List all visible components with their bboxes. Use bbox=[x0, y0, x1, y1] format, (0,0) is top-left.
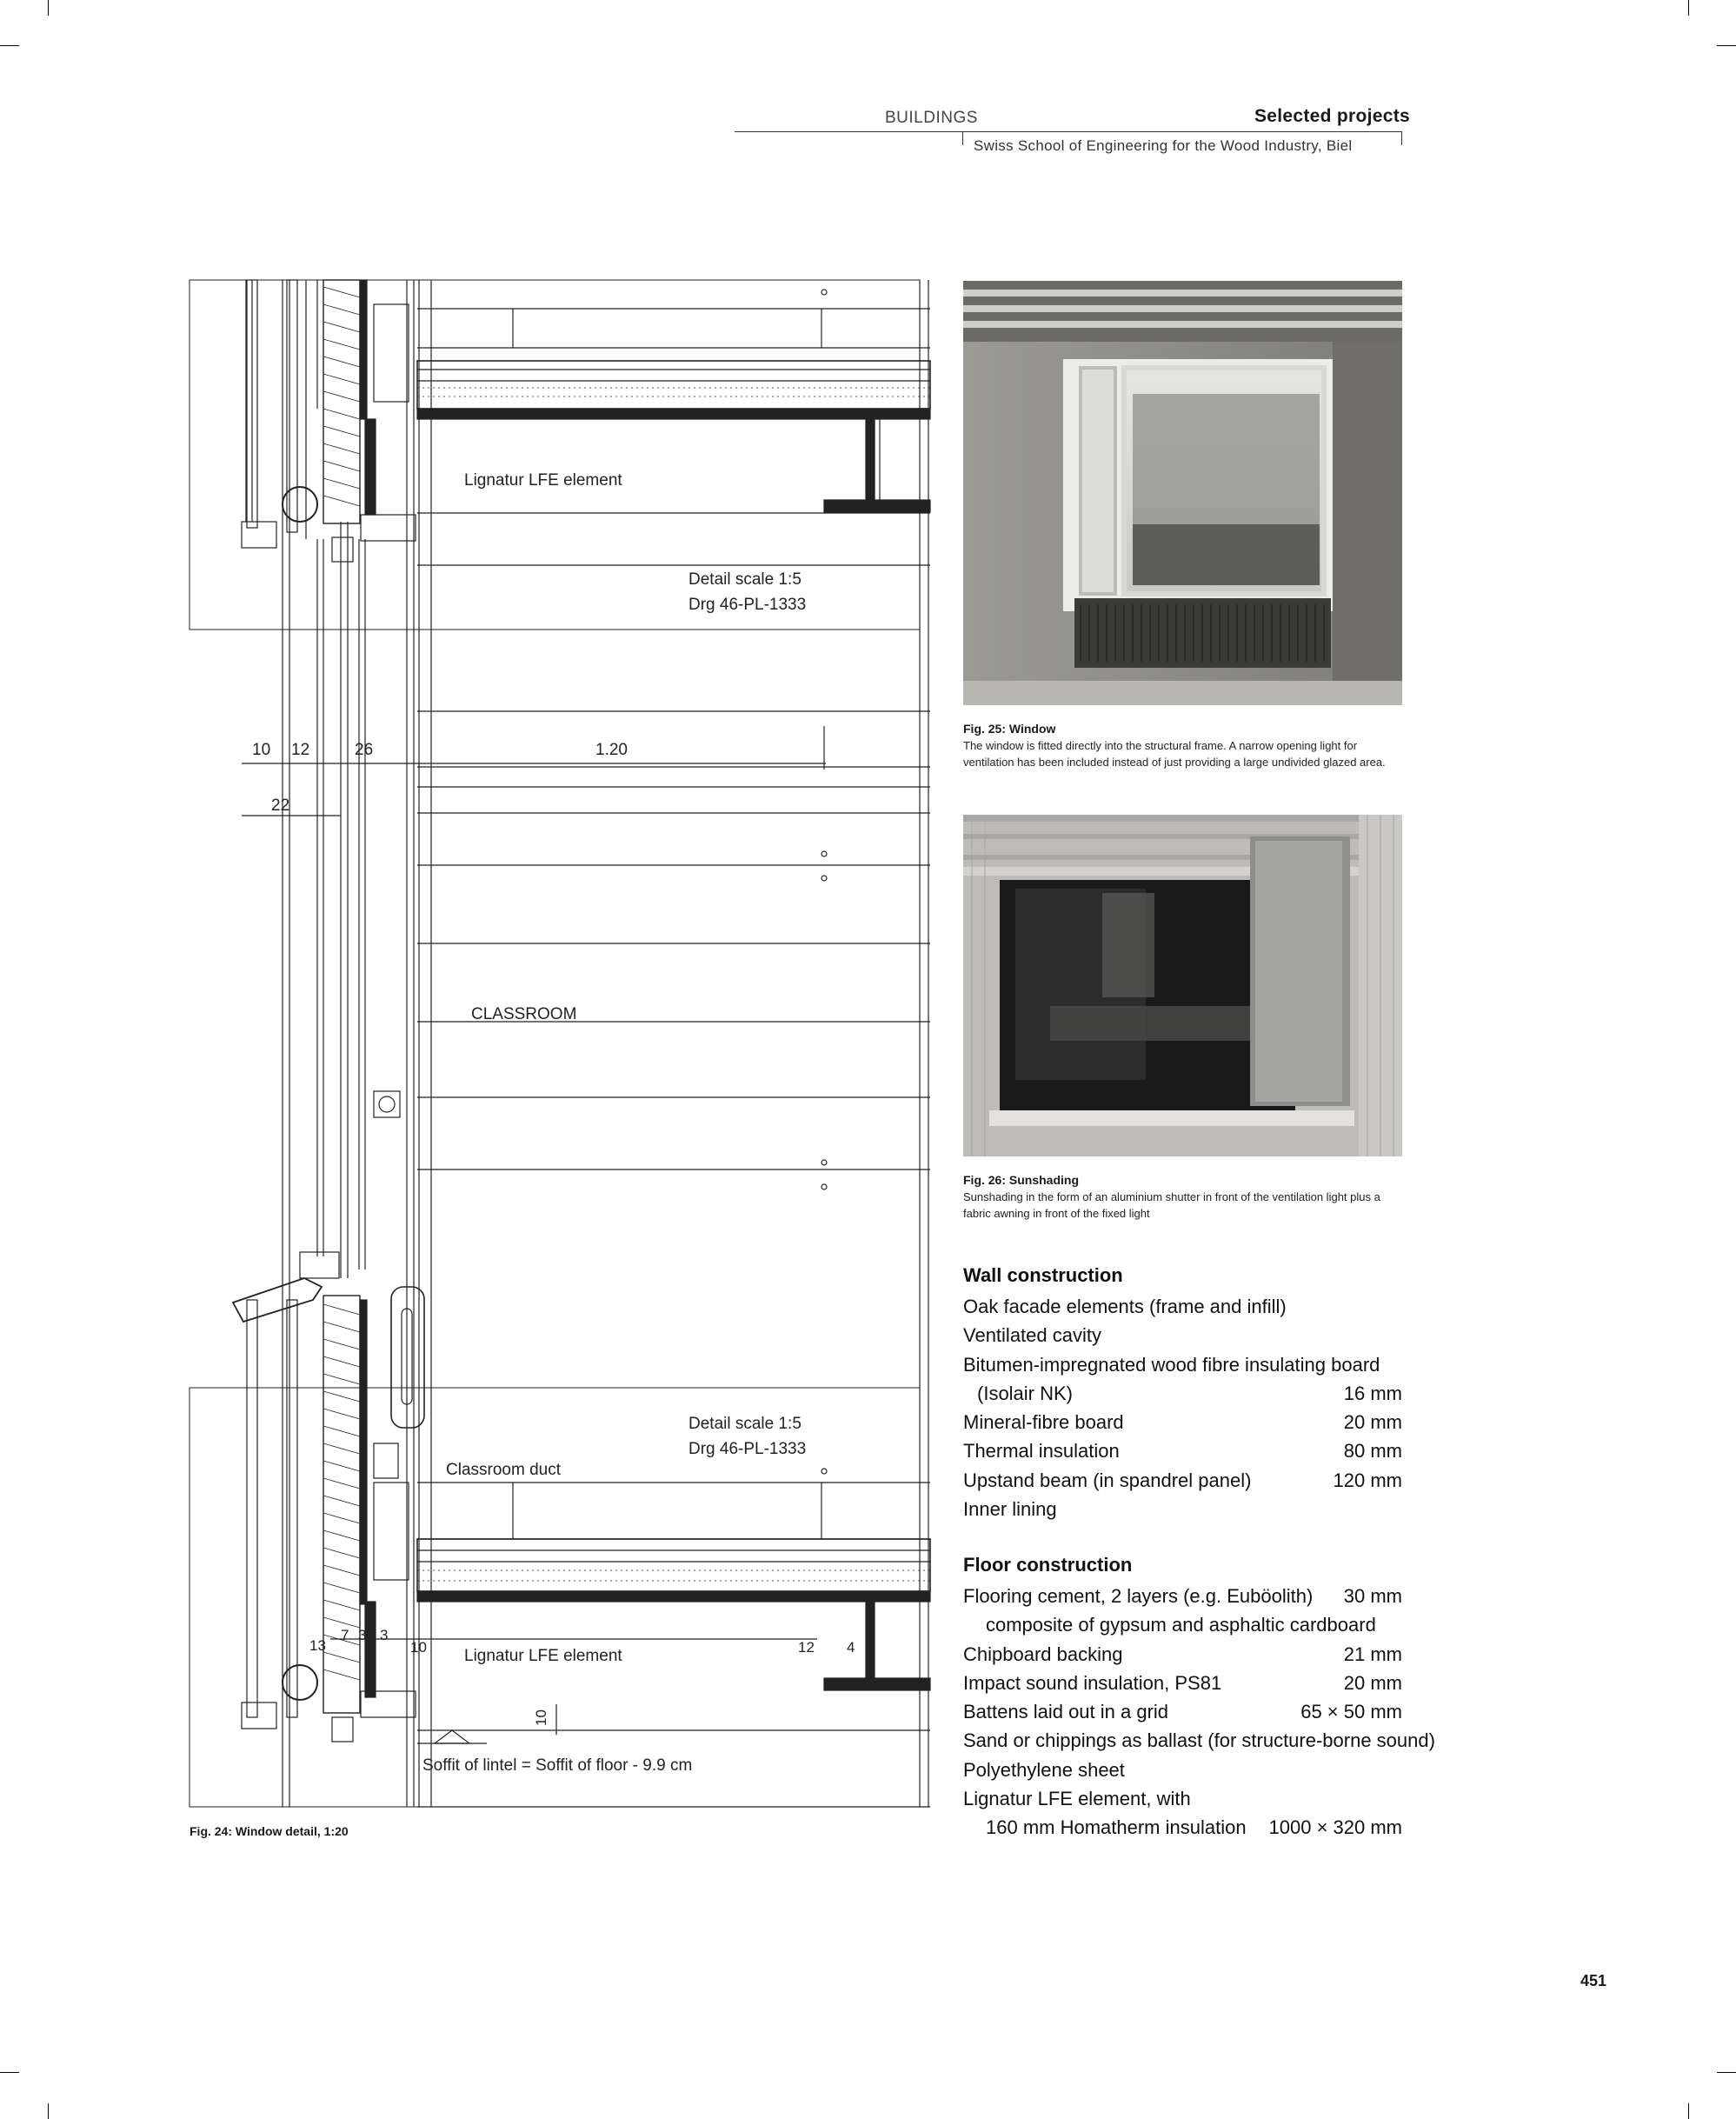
running-header-title: Selected projects bbox=[1254, 106, 1411, 126]
dimension-label: 1.20 bbox=[595, 741, 628, 759]
drawing-label-soffit: Soffit of lintel = Soffit of floor - 9.9 cm bbox=[422, 1756, 693, 1775]
spec-row: Inner lining bbox=[963, 1498, 1057, 1521]
crop-mark bbox=[48, 2103, 49, 2119]
figure-25-title: Fig. 25: Window bbox=[963, 722, 1056, 736]
figure-26-title: Fig. 26: Sunshading bbox=[963, 1173, 1080, 1187]
figure-24-caption: Fig. 24: Window detail, 1:20 bbox=[190, 1824, 349, 1838]
spec-row: Impact sound insulation, PS81 20 mm bbox=[963, 1671, 1402, 1694]
floor-construction-section bbox=[963, 1554, 1435, 1842]
crop-mark bbox=[1688, 2103, 1689, 2119]
spec-row: Oak facade elements (frame and infill) bbox=[963, 1296, 1287, 1317]
spec-row: Battens laid out in a grid 65 × 50 mm bbox=[963, 1701, 1402, 1723]
spec-row: Chipboard backing 21 mm bbox=[963, 1643, 1402, 1665]
spec-row: (Isolair NK) 16 mm bbox=[977, 1382, 1402, 1404]
wall-construction-section bbox=[963, 1264, 1402, 1523]
spec-row: Polyethylene sheet bbox=[963, 1758, 1125, 1781]
crop-mark bbox=[1688, 0, 1689, 16]
spec-row: Flooring cement, 2 layers (e.g. Euböolith) 30 mm bbox=[963, 1585, 1402, 1607]
wall-construction-heading: Wall construction bbox=[963, 1264, 1123, 1286]
header-rule-tick bbox=[1401, 131, 1402, 145]
crop-mark bbox=[48, 0, 49, 16]
header-rule-tick bbox=[962, 131, 963, 145]
spec-row: Thermal insulation 80 mm bbox=[963, 1440, 1402, 1463]
spec-row: Upstand beam (in spandrel panel) 120 mm bbox=[963, 1469, 1402, 1491]
spec-row: Sand or chippings as ballast (for structure-borne sound) bbox=[963, 1729, 1435, 1752]
dimension-label: 10 bbox=[410, 1639, 427, 1656]
dimension-label: 3 bbox=[380, 1627, 389, 1643]
spec-row: Lignatur LFE element, with bbox=[963, 1788, 1191, 1810]
drawing-label-detail-bottom: Detail scale 1:5 bbox=[688, 1415, 801, 1433]
running-header-subtitle: Swiss School of Engineering for the Wood Industry, Biel bbox=[974, 137, 1353, 154]
spec-row: composite of gypsum and asphaltic cardboard bbox=[986, 1614, 1376, 1636]
drawing-label-classroom: CLASSROOM bbox=[471, 1005, 577, 1023]
dimension-label: 13 bbox=[309, 1637, 326, 1654]
dimension-label: 4 bbox=[847, 1639, 855, 1656]
running-header-section: BUILDINGS bbox=[885, 109, 978, 127]
spec-row: Mineral-fibre board 20 mm bbox=[963, 1411, 1402, 1434]
drawing-label-drg-bottom: Drg 46-PL-1333 bbox=[688, 1440, 807, 1458]
crop-mark bbox=[0, 2072, 19, 2073]
dimension-label: 10 bbox=[252, 741, 271, 759]
drawing-label-classroom-duct: Classroom duct bbox=[446, 1461, 561, 1479]
spec-row: Bitumen-impregnated wood fibre insulating board bbox=[963, 1353, 1380, 1376]
sunshading-photo bbox=[963, 815, 1402, 1156]
drawing-label-lignatur-top: Lignatur LFE element bbox=[464, 471, 622, 490]
dimension-label: 12 bbox=[291, 741, 310, 759]
dimension-label: 3 bbox=[358, 1627, 367, 1643]
spec-row: 160 mm Homatherm insulation 1000 × 320 mm bbox=[986, 1816, 1402, 1839]
window-detail-drawing bbox=[187, 278, 935, 1813]
figure-25-text: The window is fitted directly into the structural frame. A narrow opening light for ventilation has been included instead of just providing a large undivided glazed area. bbox=[963, 739, 1386, 769]
floor-construction-heading: Floor construction bbox=[963, 1554, 1133, 1576]
dimension-label: 7 bbox=[341, 1627, 349, 1643]
drawing-label-lignatur-bottom: Lignatur LFE element bbox=[464, 1647, 622, 1665]
crop-mark bbox=[1717, 2072, 1736, 2073]
drawing-label-detail-top: Detail scale 1:5 bbox=[688, 570, 801, 589]
crop-mark bbox=[0, 45, 19, 46]
crop-mark bbox=[1717, 45, 1736, 46]
figure-26-text: Sunshading in the form of an aluminium shutter in front of the ventilation light plus a fabric awning in front of the fixed light bbox=[963, 1190, 1380, 1220]
dimension-label: 12 bbox=[798, 1639, 815, 1656]
window-photo bbox=[963, 281, 1402, 705]
dimension-label: 22 bbox=[271, 796, 290, 815]
drawing-label-drg-top: Drg 46-PL-1333 bbox=[688, 596, 807, 614]
header-rule bbox=[735, 131, 1402, 132]
page-number: 451 bbox=[1580, 1972, 1607, 1989]
dimension-label: 10 bbox=[533, 1709, 549, 1726]
spec-row: Ventilated cavity bbox=[963, 1324, 1101, 1347]
dimension-label: 26 bbox=[355, 741, 374, 759]
